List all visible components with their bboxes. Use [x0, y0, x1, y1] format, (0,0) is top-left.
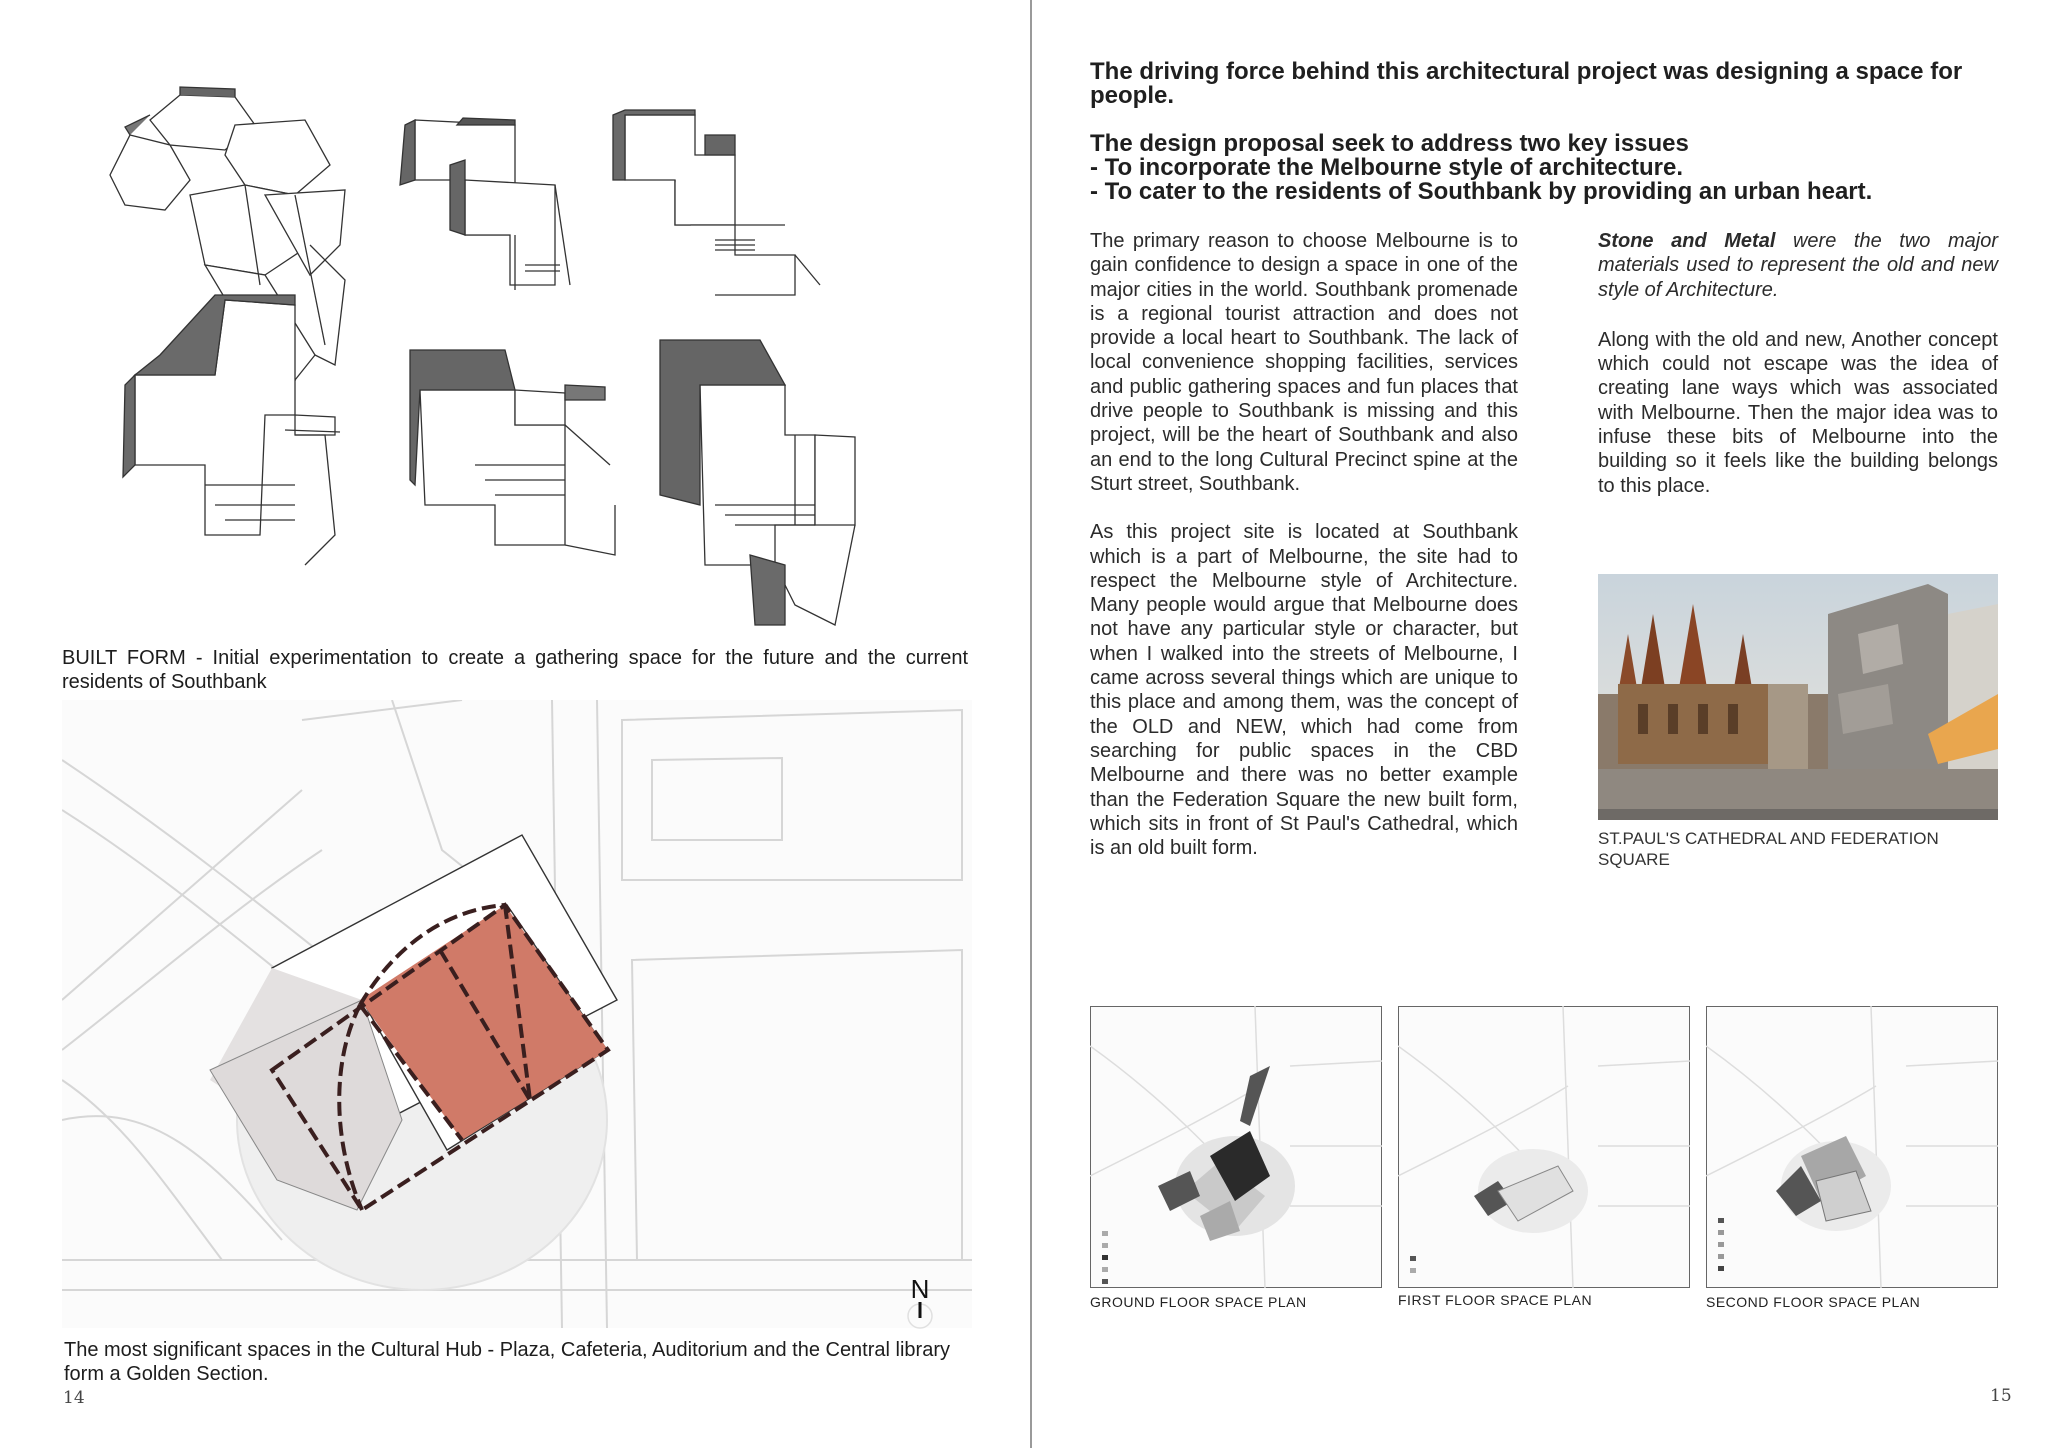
- golden-section-site-plan: [62, 700, 972, 1328]
- built-form-model-3: [613, 110, 820, 295]
- text-column-1: [1090, 229, 1518, 860]
- first-floor-plan: [1398, 1006, 1690, 1288]
- paragraph-laneways: Along with the old and new, Another concept which could not escape was the idea of creating lane ways which was associated with Melbourne. Then the major idea was to infuse these bits of Melbourne into the building so it feels like the building belongs to this place.: [1598, 328, 1998, 497]
- bullet-urban-heart: - To cater to the residents of Southbank by providing an urban heart.: [1090, 178, 1873, 205]
- second-floor-plan-label: SECOND FLOOR SPACE PLAN: [1706, 1294, 1921, 1310]
- page-number-right: 15: [1990, 1386, 2012, 1406]
- cathedral-federation-photo: [1598, 574, 1998, 820]
- paragraph-site-context: As this project site is located at Southbank which is a part of Melbourne, the site had to respect the Melbourne style of Architecture. Many people would argue that Melbourne does not have any particular style or character, but when I walked into the streets of Melbourne, I came across several things which are unique to this place and among them, was the concept of the OLD and NEW, which had come from searching for public spaces in the CBD Melbourne and there was no better example than the Federation Square the new built form, which sits in front of St Paul's Cathedral, which is an old built form.: [1090, 521, 1518, 860]
- right-page: [1032, 0, 2048, 1448]
- materials-bold-text: Stone and Metal: [1598, 230, 1776, 252]
- materials-rest-text: were the two major materials used to represent the old and new style of Architecture.: [1598, 230, 1999, 301]
- built-form-model-5: [410, 350, 615, 555]
- paragraph-reason: The primary reason to choose Melbourne is to gain confidence to design a space in one of the major cities in the world. Southbank promenade is a regional tourist attraction and does not provide a local heart to Southbank. The lack of local convenience shopping facilities, services and public gathering spaces and fun places that drive people to Southbank is missing and this project, will be the heart of Southbank and also an end to the long Cultural Precinct spine at the Sturt street, Southbank.: [1090, 230, 1518, 495]
- heading-driving-force: The driving force behind this architectural project was designing a space for people.: [1090, 58, 1963, 109]
- bullet-melbourne-style: - To incorporate the Melbourne style of architecture.: [1090, 154, 1683, 181]
- built-form-model-2: [400, 118, 570, 290]
- built-form-caption: BUILT FORM - Initial experimentation to create a gathering space for the future and the current residents of Southbank: [62, 647, 968, 693]
- built-form-model-6: [660, 340, 855, 625]
- built-form-sketches: [95, 85, 985, 650]
- heading-design-proposal: The design proposal seek to address two key issues: [1090, 130, 1689, 157]
- ground-floor-plan-label: GROUND FLOOR SPACE PLAN: [1090, 1294, 1307, 1310]
- page-number-left: 14: [63, 1388, 85, 1408]
- second-floor-plan: [1706, 1006, 1998, 1288]
- ground-floor-plan: [1090, 1006, 1382, 1288]
- text-column-2: [1598, 229, 1998, 498]
- paragraph-materials: [1598, 229, 1998, 302]
- first-floor-plan-label: FIRST FLOOR SPACE PLAN: [1398, 1292, 1593, 1308]
- photo-caption: ST.PAUL'S CATHEDRAL AND FEDERATION SQUARE: [1598, 829, 1939, 869]
- built-form-model-4: [123, 295, 340, 565]
- north-arrow-icon: [905, 1300, 935, 1332]
- golden-section-caption: The most significant spaces in the Cultural Hub - Plaza, Cafeteria, Auditorium and the Central library form a Golden Section.: [64, 1339, 950, 1385]
- intro-headings: [1090, 60, 2030, 204]
- north-label: N: [910, 1274, 930, 1304]
